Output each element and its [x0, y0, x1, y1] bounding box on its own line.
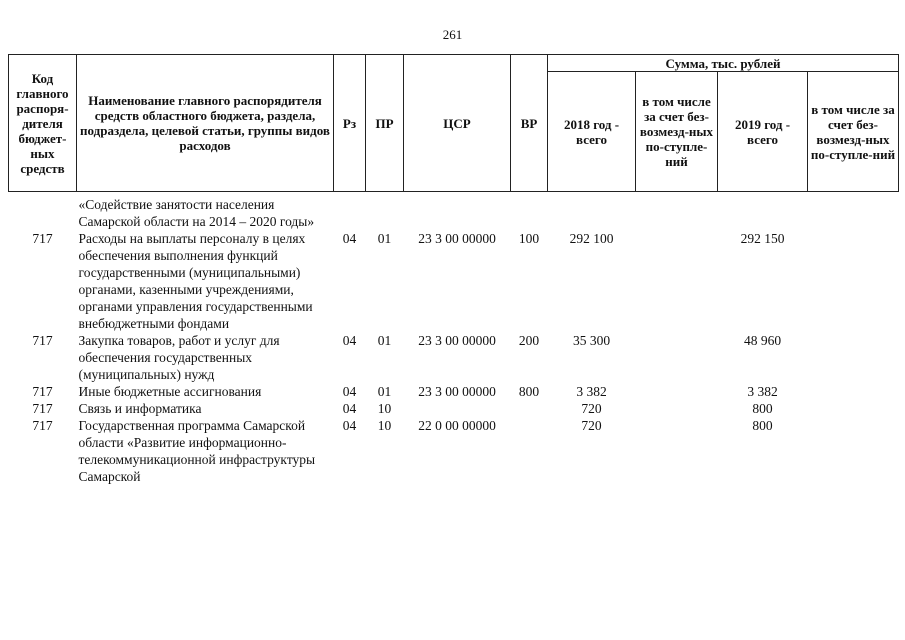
- header-2019-total: 2019 год - всего: [718, 72, 808, 192]
- cell-pr: 10: [377, 418, 392, 433]
- cell-2019-free: [808, 192, 899, 231]
- cell-name: Государственная программа Самарской области «Развитие информационно-телекоммуникационной инфраструктуры Самарской: [78, 418, 316, 484]
- cell-rz: 04: [342, 384, 357, 399]
- cell-vr: [511, 400, 548, 417]
- header-pr: ПР: [366, 55, 404, 192]
- header-2018-free: в том числе за счет без-возмезд-ных по-ступле-ний: [636, 72, 718, 192]
- table-body: [9, 192, 899, 486]
- table-row: [9, 400, 899, 417]
- cell-csr: 23 3 00 00000: [418, 333, 496, 348]
- cell-csr: 22 0 00 00000: [418, 418, 496, 433]
- cell-2018-total: 3 382: [576, 384, 607, 399]
- cell-rz: 04: [342, 418, 357, 433]
- table-header: [9, 55, 899, 192]
- cell-2019-total: 3 382: [747, 384, 778, 399]
- cell-2018-free: [636, 383, 718, 400]
- cell-vr: [511, 417, 548, 485]
- cell-csr: 23 3 00 00000: [418, 384, 496, 399]
- table-row: [9, 332, 899, 383]
- cell-2018-total: 292 100: [569, 231, 614, 246]
- cell-csr: [404, 400, 511, 417]
- cell-pr: [366, 192, 404, 231]
- cell-name: Закупка товаров, работ и услуг для обеспечения государственных (муниципальных) нужд: [78, 333, 280, 382]
- cell-2019-free: [808, 400, 899, 417]
- cell-code: [9, 192, 77, 231]
- cell-2018-free: [636, 230, 718, 332]
- cell-pr: 01: [377, 231, 392, 246]
- cell-2018-free: [636, 332, 718, 383]
- header-code: Код главного распоря-дителя бюджет-ных средств: [9, 55, 77, 192]
- cell-rz: [334, 192, 366, 231]
- cell-pr: 10: [377, 401, 392, 416]
- cell-vr: [511, 192, 548, 231]
- cell-vr: 800: [518, 384, 540, 399]
- cell-2018-free: [636, 417, 718, 485]
- cell-2018-total: 720: [581, 418, 602, 433]
- table-row: [9, 192, 899, 231]
- cell-csr: [404, 192, 511, 231]
- cell-rz: 04: [342, 401, 357, 416]
- cell-pr: 01: [377, 384, 392, 399]
- cell-2019-free: [808, 332, 899, 383]
- cell-vr: 200: [518, 333, 540, 348]
- cell-name: Связь и информатика: [78, 401, 202, 416]
- cell-code: 717: [32, 418, 53, 433]
- header-name: Наименование главного распорядителя средств областного бюджета, раздела, подраздела, целевой статьи, группы видов расходов: [77, 55, 334, 192]
- cell-csr: 23 3 00 00000: [418, 231, 496, 246]
- cell-2018-total: 720: [581, 401, 602, 416]
- cell-rz: 04: [342, 231, 357, 246]
- cell-name: Иные бюджетные ассигнования: [78, 384, 262, 399]
- header-2018-total: 2018 год - всего: [548, 72, 636, 192]
- table-row: [9, 417, 899, 485]
- cell-2018-total: 35 300: [572, 333, 611, 348]
- cell-name: Расходы на выплаты персоналу в целях обеспечения выполнения функций государственными (муниципальными) органами, казенными учреждениями, органами управления государственными внебюджетными фондами: [78, 231, 313, 331]
- cell-2018-total: [548, 192, 636, 231]
- cell-2018-free: [636, 192, 718, 231]
- cell-pr: 01: [377, 333, 392, 348]
- cell-rz: 04: [342, 333, 357, 348]
- cell-code: 717: [32, 231, 53, 246]
- cell-vr: 100: [518, 231, 540, 246]
- header-sum: Сумма, тыс. рублей: [548, 55, 899, 72]
- header-rz: Рз: [334, 55, 366, 192]
- cell-2019-total: 800: [752, 401, 773, 416]
- cell-2019-total: 48 960: [743, 333, 782, 348]
- table-row: [9, 383, 899, 400]
- table-row: [9, 230, 899, 332]
- cell-code: 717: [32, 384, 53, 399]
- budget-table: [8, 54, 899, 485]
- cell-2019-total: [718, 192, 808, 231]
- header-vr: ВР: [511, 55, 548, 192]
- cell-2019-total: 292 150: [740, 231, 785, 246]
- page-number: 261: [442, 27, 463, 42]
- cell-2019-free: [808, 230, 899, 332]
- cell-code: 717: [32, 333, 53, 348]
- cell-2019-free: [808, 417, 899, 485]
- cell-2018-free: [636, 400, 718, 417]
- header-2019-free: в том числе за счет без-возмезд-ных по-ступле-ний: [808, 72, 899, 192]
- cell-name: «Содействие занятости населения Самарской области на 2014 – 2020 годы»: [78, 197, 315, 229]
- cell-code: 717: [32, 401, 53, 416]
- cell-2019-total: 800: [752, 418, 773, 433]
- header-csr: ЦСР: [404, 55, 511, 192]
- cell-2019-free: [808, 383, 899, 400]
